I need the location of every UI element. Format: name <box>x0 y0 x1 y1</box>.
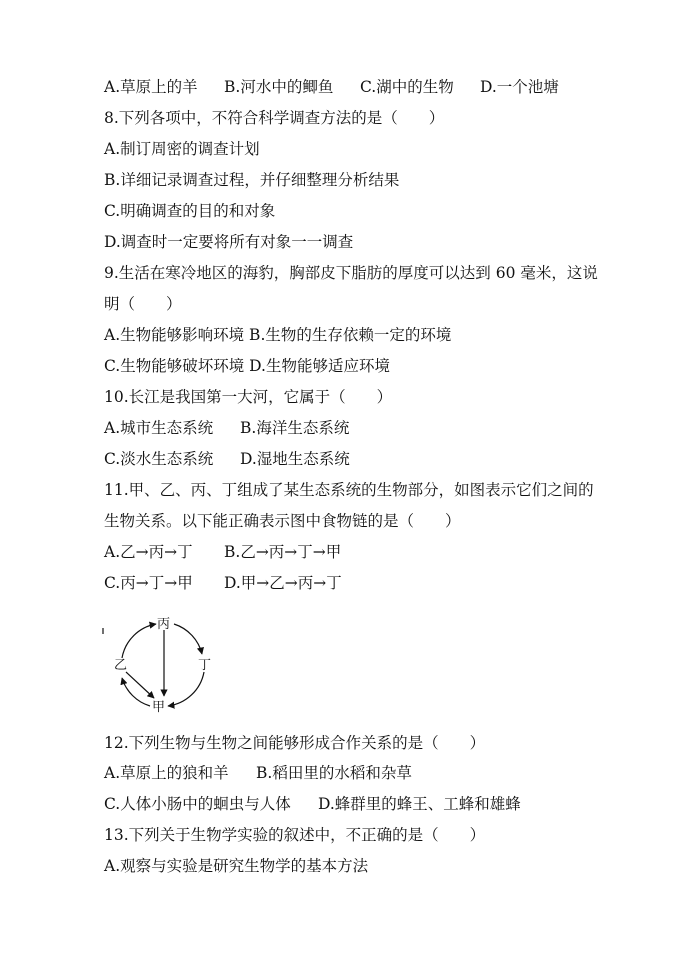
option-item: C.湖中的生物 <box>360 78 454 96</box>
text-line: A.制订周密的调查计划 <box>104 140 260 158</box>
text-line: C.生物能够破坏环境 D.生物能够适应环境 <box>104 357 390 375</box>
text-line: 13.下列关于生物学实验的叙述中，不正确的是（ ） <box>104 826 486 844</box>
food-chain-diagram <box>100 612 220 716</box>
option-item: C.丙→丁→甲 <box>104 574 193 592</box>
text-line: C.明确调查的目的和对象 <box>104 202 276 220</box>
option-item: A.草原上的狼和羊 <box>104 764 229 782</box>
arrow-yi-to-bing <box>122 624 156 658</box>
option-item: D.湿地生态系统 <box>240 450 350 468</box>
node-bing: 丙 <box>157 617 171 632</box>
option-item: B.海洋生态系统 <box>240 419 350 437</box>
arrow-bing-to-ding <box>174 624 202 654</box>
text-line: A.观察与实验是研究生物学的基本方法 <box>104 857 369 875</box>
text-line: 8.下列各项中，不符合科学调查方法的是（ ） <box>104 109 445 127</box>
node-ding: 丁 <box>198 658 212 673</box>
option-item: D.甲→乙→丙→丁 <box>224 574 342 592</box>
option-item: B.乙→丙→丁→甲 <box>224 543 342 561</box>
text-line: 10.长江是我国第一大河，它属于（ ） <box>104 388 393 406</box>
option-item: A.城市生态系统 <box>104 419 214 437</box>
arrow-yi-to-jia <box>126 672 154 698</box>
arrow-jia-to-yi <box>122 678 150 706</box>
text-line: 生物关系。以下能正确表示图中食物链的是（ ） <box>104 512 461 530</box>
text-line: A.生物能够影响环境 B.生物的生存依赖一定的环境 <box>104 326 452 344</box>
option-item: D.蜂群里的蜂王、工蜂和雄蜂 <box>318 795 521 813</box>
option-item: A.乙→丙→丁 <box>104 543 193 561</box>
option-item: A.草原上的羊 <box>104 78 198 96</box>
option-item: B.稻田里的水稻和杂草 <box>256 764 412 782</box>
text-line: 12.下列生物与生物之间能够形成合作关系的是（ ） <box>104 734 486 752</box>
text-line: 11.甲、乙、丙、丁组成了某生态系统的生物部分，如图表示它们之间的 <box>104 481 594 499</box>
text-line: 9.生活在寒冷地区的海豹，胸部皮下脂肪的厚度可以达到 60 毫米，这说 <box>104 264 598 282</box>
text-line: D.调查时一定要将所有对象一一调查 <box>104 233 354 251</box>
text-line: B.详细记录调查过程，并仔细整理分析结果 <box>104 171 400 189</box>
option-item: B.河水中的鲫鱼 <box>224 78 334 96</box>
text-line: 明（ ） <box>104 295 182 313</box>
node-jia: 甲 <box>152 700 166 715</box>
arrow-ding-to-jia <box>168 672 204 706</box>
option-item: C.人体小肠中的蛔虫与人体 <box>104 795 291 813</box>
node-yi: 乙 <box>114 658 128 673</box>
option-item: D.一个池塘 <box>480 78 559 96</box>
option-item: C.淡水生态系统 <box>104 450 214 468</box>
